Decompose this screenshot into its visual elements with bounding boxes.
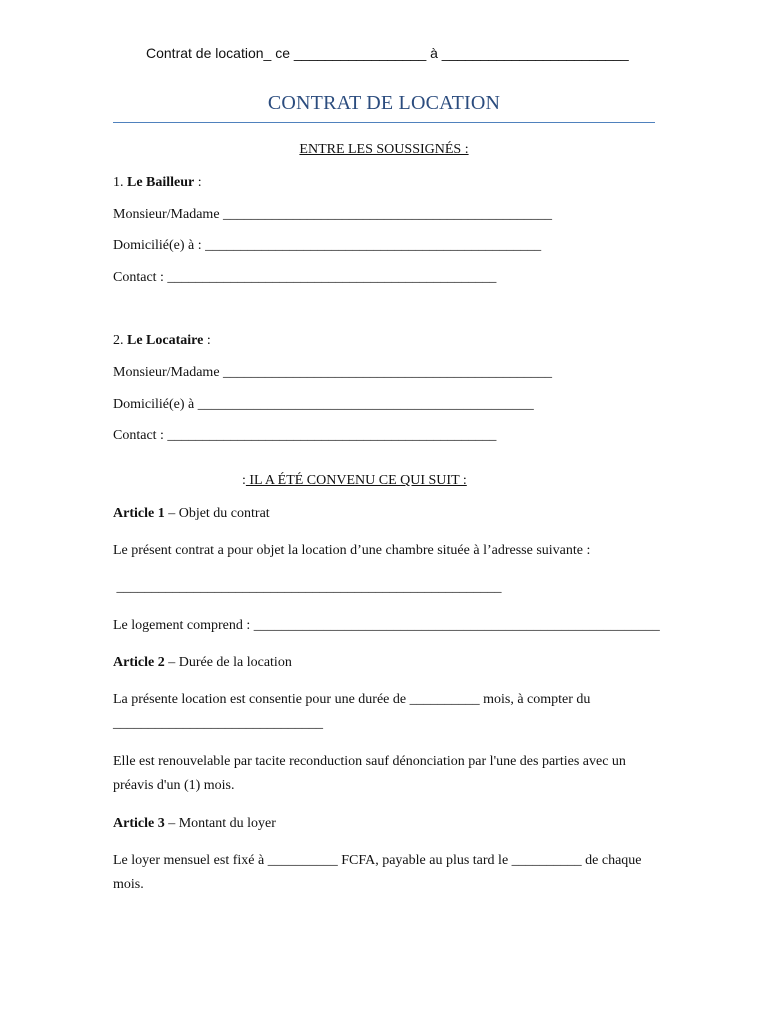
title-rule [113,122,655,123]
document-title: CONTRAT DE LOCATION [267,92,501,114]
article-3-label: Article 3 [113,816,165,831]
locataire-number: 2. [113,333,127,348]
article-2-label: Article 2 [113,655,165,670]
page-header: Contrat de location_ ce _________________ à ________________________ [146,45,629,61]
article-3-title: – Montant du loyer [164,816,276,831]
article-1-address-blank: _______________________________________________________ [113,580,502,595]
article-2-heading [113,654,292,672]
locataire-heading [113,332,211,350]
agreement-heading-text: IL A ÉTÉ CONVENU CE QUI SUIT : [245,473,467,488]
bailleur-heading [113,174,202,192]
article-3-heading [113,815,276,833]
locataire-contact-line: Contact : _______________________________________________ [113,428,497,443]
article-2-text: La présente location est consentie pour une durée de __________ mois, à compter du ______________________________ [113,692,591,731]
locataire-label: Le Locataire [127,333,204,348]
bailleur-name-line: Monsieur/Madame _______________________________________________ [113,207,553,222]
locataire-suffix: : [203,333,211,348]
article-3-text: Le loyer mensuel est fixé à __________ FCFA, payable au plus tard le __________ de chaque mois. [113,853,642,892]
article-2-renewal: Elle est renouvelable par tacite reconduction sauf dénonciation par l'une des parties avec un préavis d'un (1) mois. [113,754,626,793]
article-1-includes: Le logement comprend : __________________________________________________________ [113,618,660,633]
article-1-label: Article 1 [113,506,165,521]
bailleur-address-line: Domicilié(e) à : ________________________________________________ [113,238,542,253]
bailleur-number: 1. [113,175,127,190]
parties-heading-text: ENTRE LES SOUSSIGNÉS : [299,142,469,157]
locataire-address-line: Domicilié(e) à ________________________________________________ [113,397,534,412]
bailleur-label: Le Bailleur [127,175,195,190]
article-2-title: – Durée de la location [164,655,292,670]
parties-heading [113,142,655,158]
article-1-title: – Objet du contrat [164,506,270,521]
bailleur-contact-line: Contact : _______________________________________________ [113,270,497,285]
article-1-text: Le présent contrat a pour objet la location d’une chambre située à l’adresse suivante : [113,543,591,558]
bailleur-suffix: : [194,175,202,190]
locataire-name-line: Monsieur/Madame _______________________________________________ [113,365,553,380]
agreement-heading [242,473,542,489]
agreement-prefix: : [242,473,246,488]
article-1-heading [113,505,270,523]
